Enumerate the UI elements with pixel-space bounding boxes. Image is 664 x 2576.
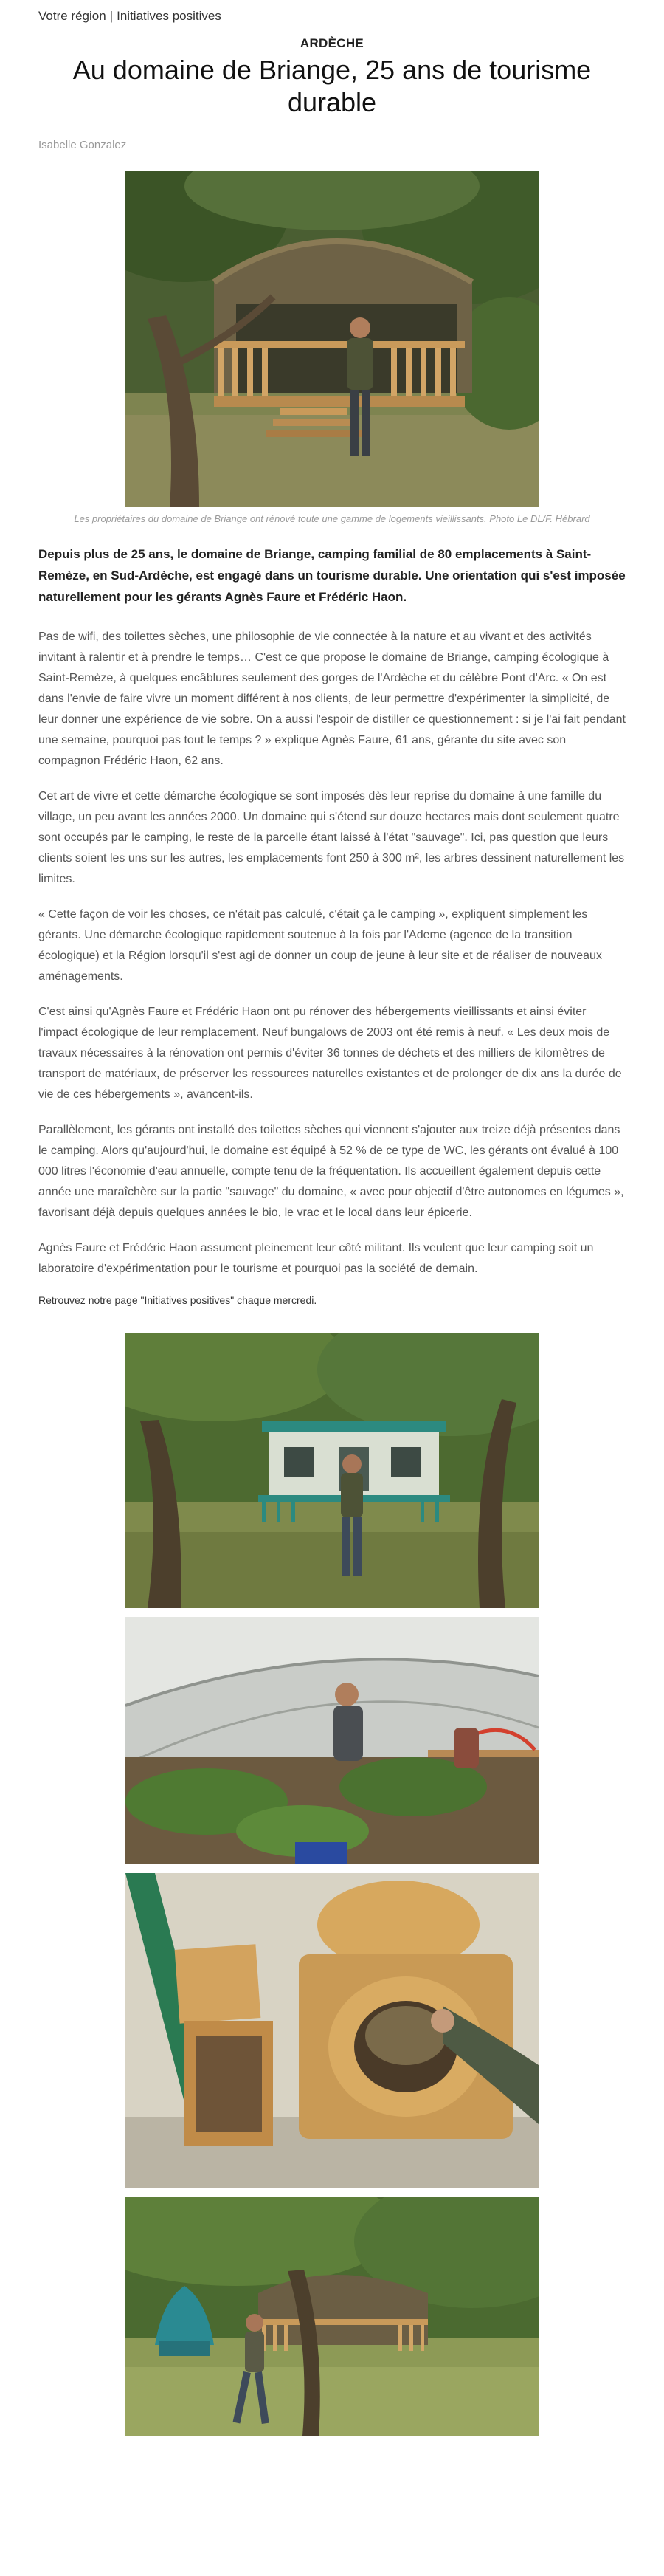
article-author bbox=[38, 139, 626, 159]
article-paragraph: Pas de wifi, des toilettes sèches, une philosophie de vie connectée à la nature et au vivant et des activités invitant à ralentir et à prendre le temps… C'est ce que propose le domaine de Briange, camping écologique à Saint-Remèze, à quelques encâblures seulement des gorges de l'Ardèche et du célèbre Pont d'Arc. « On est dans l'envie de faire vivre un moment différent à nos clients, de leur permettre d'expérimenter la simplicité, de leur donner une expérience de vie sobre. On a aussi l'espoir de distiller ce questionnement : si je l'ai fait pendant une semaine, pourquoi pas tout le temps ? » explique Agnès Faure, 61 ans, gérante du site avec son compagnon Frédéric Haon, 62 ans. bbox=[38, 631, 626, 767]
gallery-photo-campsite[interactable] bbox=[125, 2197, 539, 2436]
breadcrumb-link-region[interactable]: Votre région bbox=[38, 9, 106, 23]
author-link[interactable]: Isabelle Gonzalez bbox=[38, 139, 127, 151]
hero-caption: Les propriétaires du domaine de Briange ont rénové toute une gamme de logements vieillissants. Photo Le DL/F. Hébrard bbox=[74, 513, 590, 524]
gallery-photo-dry-toilet[interactable] bbox=[125, 1873, 539, 2188]
article-paragraph: C'est ainsi qu'Agnès Faure et Frédéric Haon ont pu rénover des hébergements vieillissants et ainsi éviter l'impact écologique de leur remplacement. Neuf bungalows de 2003 ont été remis à neuf. « Les deux mois de travaux nécessaires à la rénovation ont permis d'éviter 36 tonnes de déchets et des milliers de kilomètres de transport de matériaux, de préserver les ressources naturelles existantes et de prolonger de dix ans la durée de vie de ces hébergements », avancent-ils. bbox=[38, 1006, 622, 1101]
breadcrumb-link-initiatives[interactable]: Initiatives positives bbox=[117, 9, 221, 23]
gallery-photo-bungalow[interactable] bbox=[125, 1333, 539, 1608]
dry-toilet-photo-icon bbox=[125, 1873, 539, 2188]
tent-lodge-photo-icon bbox=[125, 171, 539, 507]
campsite-photo-icon bbox=[125, 2197, 539, 2436]
article-paragraph: « Cette façon de voir les choses, ce n'était pas calculé, c'était ça le camping », expliquent simplement les gérants. Une démarche écologique rapidement soutenue à la fois par l'Ademe (agence de la transition écologique) et la Région lorsqu'il s'est agi de donner un coup de jeune à leur site et de réaliser de nouveaux aménagements. bbox=[38, 908, 602, 983]
hero-photo[interactable] bbox=[125, 171, 539, 507]
gallery-photo-greenhouse[interactable] bbox=[125, 1617, 539, 1864]
article-paragraph: Parallèlement, les gérants ont installé des toilettes sèches qui viennent s'ajouter aux treize déjà présentes dans le camping. Alors qu'aujourd'hui, le domaine est équipé à 52 % de ce type de WC, les gérants ont évalué à 100 000 litres l'économie d'eau annuelle, compte tenu de la fréquentation. Ils accueillent également depuis cette année une maraîchère sur la partie "sauvage" du domaine, « avec pour objectif d'être autonomes en légumes », favorisant déjà depuis quelques années le bio, le vrac et le local dans leur épicerie. bbox=[38, 1124, 624, 1219]
article-body bbox=[38, 543, 629, 1306]
photo-gallery bbox=[0, 1333, 664, 2436]
breadcrumb bbox=[0, 0, 664, 30]
article-header bbox=[0, 36, 664, 159]
article-paragraph: Cet art de vivre et cette démarche écologique se sont imposés dès leur reprise du domaine à une famille du village, un peu avant les années 2000. Un domaine qui s'étend sur douze hectares mais dont seulement quatre sont occupés par le camping, le reste de la parcelle étant laissé à l'état "sauvage". Ici, pas question que leurs clients soient les uns sur les autres, les emplacements font 250 à 300 m², les arbres dessinent naturellement les limites. bbox=[38, 790, 625, 885]
article-kicker: ARDÈCHE bbox=[300, 36, 364, 50]
bungalow-photo-icon bbox=[125, 1333, 539, 1608]
article-title: Au domaine de Briange, 25 ans de tourisme durable bbox=[72, 55, 592, 117]
breadcrumb-separator: | bbox=[109, 9, 114, 23]
article-paragraph: Agnès Faure et Frédéric Haon assument pleinement leur côté militant. Ils veulent que leur camping soit un laboratoire d'expérimentation pour le tourisme et pourquoi pas la société de demain. bbox=[38, 1242, 594, 1275]
article-lead: Depuis plus de 25 ans, le domaine de Briange, camping familial de 80 emplacements à Saint-Remèze, en Sud-Ardèche, est engagé dans un tourisme durable. Une orientation qui s'est imposée naturellement pour les gérants Agnès Faure et Frédéric Haon. bbox=[38, 547, 626, 604]
footer-note: Retrouvez notre page "Initiatives positives" chaque mercredi. bbox=[38, 1294, 317, 1306]
greenhouse-photo-icon bbox=[125, 1617, 539, 1864]
